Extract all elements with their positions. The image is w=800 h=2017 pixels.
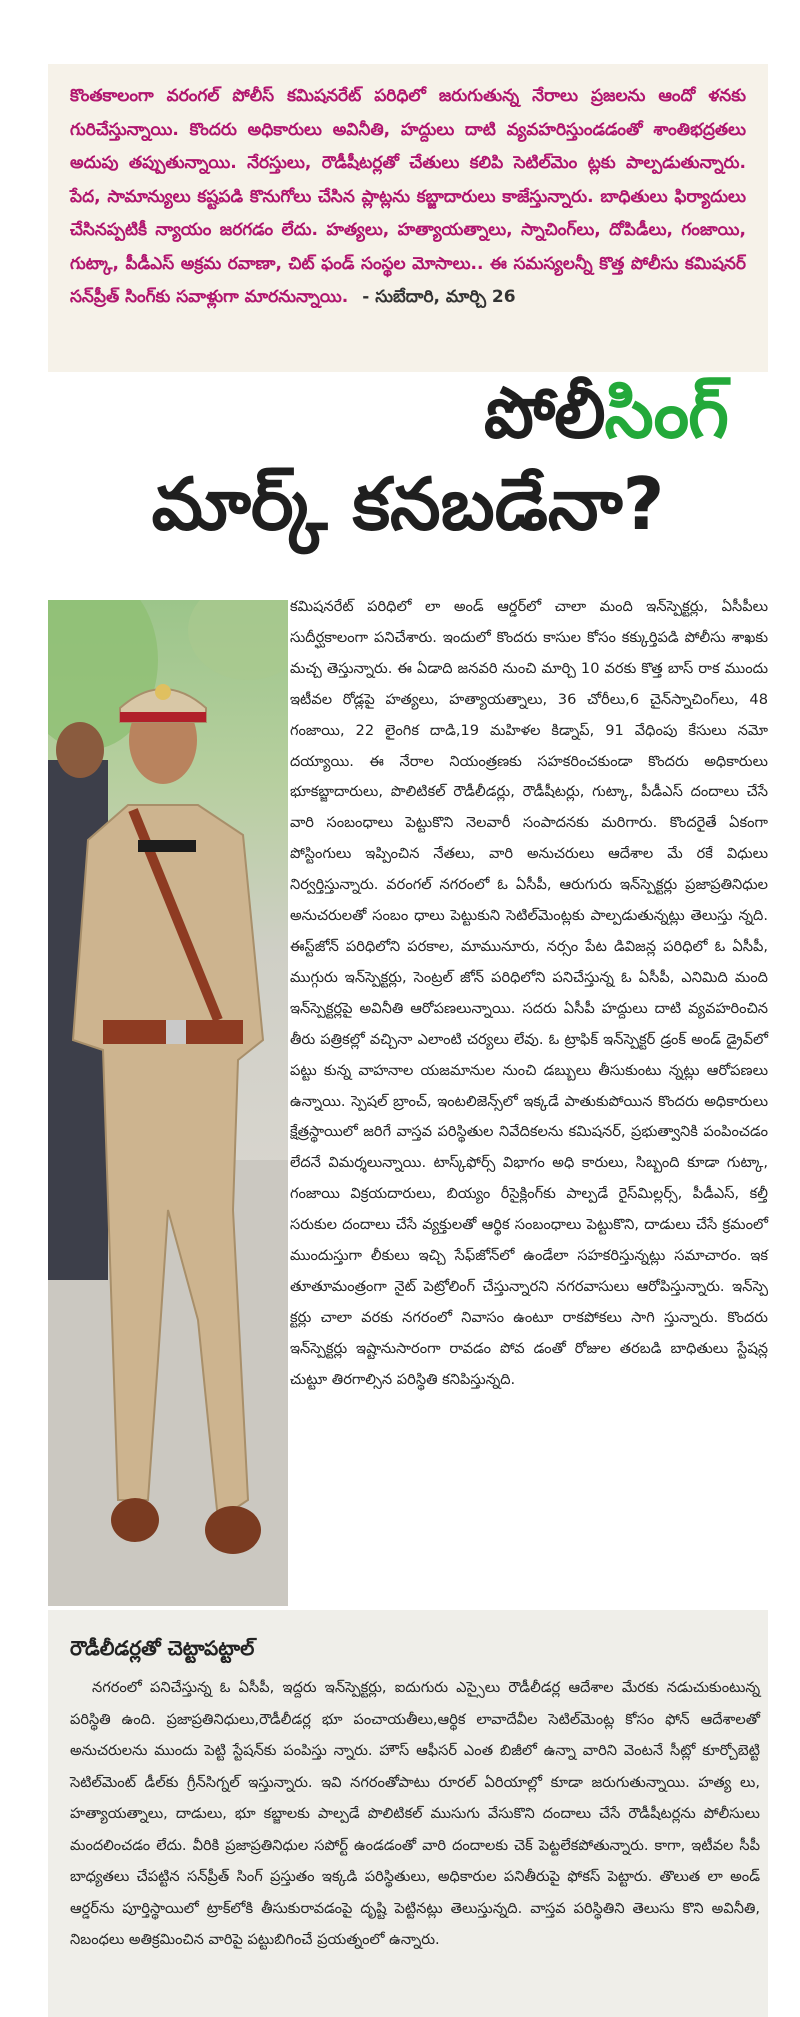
main-article-column (290, 592, 768, 1396)
subsection-body (70, 1672, 760, 1956)
headline-line-1 (48, 372, 728, 454)
subsection-heading: రౌడీలీడర్లతో చెట్టాపట్టాల్ (70, 1636, 255, 1660)
headline-part-1-green: సింగ్ (604, 372, 728, 454)
intro-paragraph: కొంతకాలంగా వరంగల్ పోలీస్ కమిషనరేట్ పరిధిలో జరుగుతున్న నేరాలు ప్రజలను ఆందో ళనకు గురిచేస్తున్నాయి. కొందరు అధికారులు అవినీతి, హద్దులు దాటి వ్యవహరిస్తుండడంతో శాంతిభద్రతలు అదుపు తప్పుతున్నాయి. నేరస్తులు, రౌడీషీటర్లతో చేతులు కలిపి సెటిల్‌మెం ట్లకు పాల్పడుతున్నారు. పేద, సామాన్యులు కష్టపడి కొనుగోలు చేసిన ప్లాట్లను కబ్జాదారులు కాజేస్తున్నారు. బాధితులు ఫిర్యాదులు చేసినప్పటికీ న్యాయం జరగడం లేదు. హత్యలు, హత్యాయత్నాలు, స్నాచింగ్‌లు, దోపిడీలు, గంజాయి, గుట్కా, పీడీఎస్ అక్రమ రవాణా, చిట్ ఫండ్ సంస్థల మోసాలు.. ఈ సమస్యలన్నీ కొత్త పోలీసు కమిషనర్ సన్‌ప్రీత్ సింగ్‌కు సవాళ్లుగా మారనున్నాయి. (70, 86, 746, 307)
main-article-text: కమిషనరేట్ పరిధిలో లా అండ్ ఆర్డర్‌లో చాలా మంది ఇన్‌స్పెక్టర్లు, ఏసీపీలు సుదీర్ఘకాలంగా పనిచేశారు. ఇందులో కొందరు కాసుల కోసం కక్కుర్తిపడి పోలీసు శాఖకు మచ్చ తెస్తున్నారు. ఈ ఏడాది జనవరి నుంచి మార్చి 10 వరకు కొత్త బాస్ రాక ముందు ఇటీవల రోడ్లపై హత్యలు, హత్యాయత్నాలు, 36 చోరీలు,6 చైన్‌స్నాచింగ్‌లు, 48 గంజాయి, 22 లైంగిక దాడి,19 మహిళల కిడ్నాప్, 91 వేధింపు కేసులు నమో దయ్యాయి. ఈ నేరాల నియంత్రణకు సహకరించకుండా కొందరు అధికారులు భూకబ్జాదారులు, పొలిటికల్ రౌడీలీడర్లు, రౌడీషీటర్లు, గుట్కా, పీడీఎస్ దందాలు చేసే వారి సంబంధాలు పెట్టుకొని నెలవారీ సంపాదనకు మరిగారు. కొందరైతే ఏకంగా పోస్టింగులు ఇప్పించిన నేతలు, వారి అనుచరులు ఆదేశాల మే రకే విధులు నిర్వర్తిస్తున్నారు. వరంగల్ నగరంలో ఓ ఏసీపీ, ఆరుగురు ఇన్‌స్పెక్టర్లు ప్రజాప్రతినిధుల అనుచరులతో సంబం ధాలు పెట్టుకుని సెటిల్‌మెంట్లకు పాల్పడుతున్నట్లు తెలుస్తు న్నది. ఈస్ట్‌జోన్ పరిధిలోని పరకాల, మామునూరు, నర్సం పేట డివిజన్ల పరిధిలో ఓ ఏసీపీ, ముగ్గురు ఇన్‌స్పెక్టర్లు, సెంట్రల్ జోన్ పరిధిలోని పనిచేస్తున్న ఓ ఏసీపీ, ఎనిమిది మంది ఇన్‌స్పెక్టర్లపై అవినీతి ఆరోపణలున్నాయి. సదరు ఏసీపీ హద్దులు దాటి వ్యవహరించిన తీరు పత్రికల్లో వచ్చినా ఎలాంటి చర్యలు లేవు. ఓ ట్రాఫిక్ ఇన్‌స్పెక్టర్ డ్రంక్ అండ్ డ్రైవ్‌లో పట్టు కున్న వాహనాల యజమానుల నుంచి డబ్బులు తీసుకుంటు న్నట్లు ఆరోపణలు ఉన్నాయి. స్పెషల్ బ్రాంచ్, ఇంటలిజెన్స్‌లో ఇక్కడే పాతుకుపోయిన కొందరు అధికారులు క్షేత్రస్థాయిలో జరిగే వాస్తవ పరిస్థితుల నివేదికలను కమిషనర్, ప్రభుత్వానికి పంపించడం లేదనే విమర్శలున్నాయి. టాస్క్‌ఫోర్స్ విభాగం అధి కారులు, సిబ్బంది కూడా గుట్కా, గంజాయి విక్రయదారులు, బియ్యం రీసైక్లింగ్‌కు పాల్పడే రైస్‌మిల్లర్స్, పీడీఎస్, కల్తీ సరుకుల దందాలు చేసే వ్యక్తులతో ఆర్థిక సంబంధాలు పెట్టుకొని, దాడులు చేసే క్రమంలో ముందుస్తుగా లీకులు ఇచ్చి సేఫ్‌జోన్‌లో ఉండేలా సహకరిస్తున్నట్లు సమాచారం. ఇక తూతూమంత్రంగా నైట్ పెట్రోలింగ్ చేస్తున్నారని నగరవాసులు ఆరోపిస్తున్నారు. ఇన్‌స్పె క్టర్లు చాలా వరకు నగరంలో నివాసం ఉంటూ రాకపోకలు సాగి స్తున్నారు. కొందరు ఇన్‌స్పెక్టర్లు ఇష్టానుసారంగా రావడం పోవ డంతో రోజుల తరబడి బాధితులు స్టేషన్ల చుట్టూ తిరగాల్సిన పరిస్థితి కనిపిస్తున్నది. (290, 598, 768, 1388)
headline-part-1: పోలీ (483, 372, 605, 454)
intro-box (48, 64, 768, 372)
subsection-text: నగరంలో పనిచేస్తున్న ఓ ఏసీపీ, ఇద్దరు ఇన్‌స్పెక్టర్లు, ఐదుగురు ఎస్సైలు రౌడీలీడర్ల ఆదేశాల మేరకు నడుచుకుంటున్న పరిస్థితి ఉంది. ప్రజాప్రతినిధులు,రౌడీలీడర్ల భూ పంచాయతీలు,ఆర్థిక లావాదేవీల సెటిల్‌మెంట్ల కోసం ఫోన్ ఆదేశాలతో అనుచరులను ముందు పెట్టి స్టేషన్‌కు పంపిస్తు న్నారు. హౌస్ ఆఫీసర్ ఎంత బిజీలో ఉన్నా వారిని వెంటనే సీట్లో కూర్చోబెట్టి సెటిల్‌మెంట్ డీల్‌కు గ్రీన్‌సిగ్నల్ ఇస్తున్నారు. ఇవి నగరంతోపాటు రూరల్ ఏరియాల్లో కూడా జరుగుతున్నాయి. హత్య లు, హత్యాయత్నాలు, దాడులు, భూ కబ్జాలకు పాల్పడే పొలిటికల్ ముసుగు వేసుకొని దందాలు చేసే రౌడీషీటర్లను పోలీసులు మందలించడం లేదు. వీరికి ప్రజాప్రతినిధుల సపోర్ట్ ఉండడంతో వారి దందాలకు చెక్ పెట్టలేకపోతున్నారు. కాగా, ఇటీవల సీపీ బాధ్యతలు చేపట్టిన సన్‌ప్రీత్ సింగ్ ప్రస్తుతం ఇక్కడి పరిస్థితులు, అధికారుల పనితీరుపై ఫోకస్ పెట్టారు. తొలుత లా అండ్ ఆర్డర్‌ను పూర్తిస్థాయిలో ట్రాక్‌లోకి తీసుకురావడంపై దృష్టి పెట్టినట్లు తెలుస్తున్నది. వాస్తవ పరిస్థితిని తెలుసు కొని అవినీతి, నిబంధలు అతిక్రమించిన వారిపై పట్టుబిగించే ప్రయత్నంలో ఉన్నారు. (70, 1679, 760, 1948)
headline-line-2: మార్క్ కనబడేనా? (151, 462, 665, 546)
dateline: - సుబేదారి, మార్చి 26 (362, 287, 516, 307)
intro-text (48, 64, 768, 315)
police-commissioner-photo (48, 600, 288, 1606)
